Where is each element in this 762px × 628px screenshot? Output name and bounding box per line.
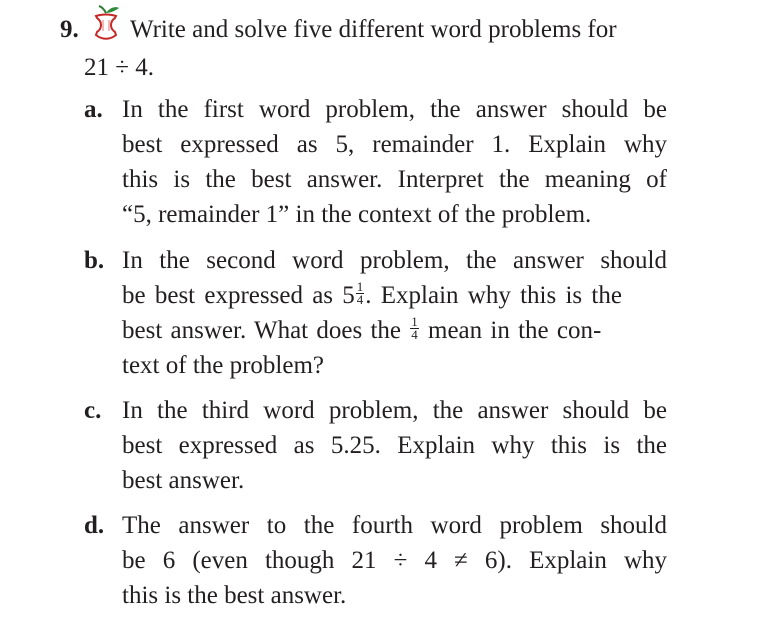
part-c-line-1: In the third word problem, the answer should be <box>122 397 667 424</box>
part-b-line-4: text of the problem? <box>122 352 325 379</box>
fraction-one-fourth: $\frac{1}{4}$ <box>356 278 364 307</box>
apple-icon <box>88 4 124 44</box>
part-d-line-3: this is the best answer. <box>122 582 347 609</box>
part-d-line-1: The answer to the fourth word problem should <box>122 512 667 539</box>
part-b-line-2 <box>122 278 667 313</box>
part-b-line-3-text: best answer. What does the <box>122 317 401 344</box>
part-a-line-4: “5, remainder 1” in the context of the problem. <box>122 201 592 228</box>
part-label: d. <box>84 512 105 539</box>
part-b-line-3 <box>122 313 667 348</box>
part-label: a. <box>84 96 103 123</box>
part-a-line-1: In the first word problem, the answer should be <box>122 96 667 123</box>
part-label: c. <box>84 397 102 424</box>
problem-number: 9. <box>60 16 79 43</box>
part-a-line-2: best expressed as 5, remainder 1. Explain why <box>122 131 667 158</box>
fraction-one-fourth: $\frac{1}{4}$ <box>411 313 418 342</box>
part-d-line-2: be 6 (even though 21 ÷ 4 ≠ 6). Explain why <box>122 547 667 574</box>
part-b-line-3-text-end: mean in the con- <box>428 317 602 344</box>
part-c-line-2: best expressed as 5.25. Explain why this is the <box>122 432 667 459</box>
problem-stem-line-1: Write and solve five different word problems for <box>130 16 617 43</box>
part-b-line-2-text-end: . Explain why this is the <box>365 282 622 309</box>
part-b-line-1: In the second word problem, the answer should <box>122 247 667 274</box>
part-label: b. <box>84 247 105 274</box>
part-a-line-3: this is the best answer. Interpret the meaning of <box>122 166 667 193</box>
part-c-line-3: best answer. <box>122 467 245 494</box>
part-b-line-2-text: be best expressed as 5 <box>122 282 355 309</box>
problem-stem-line-2: 21 ÷ 4. <box>84 54 154 81</box>
